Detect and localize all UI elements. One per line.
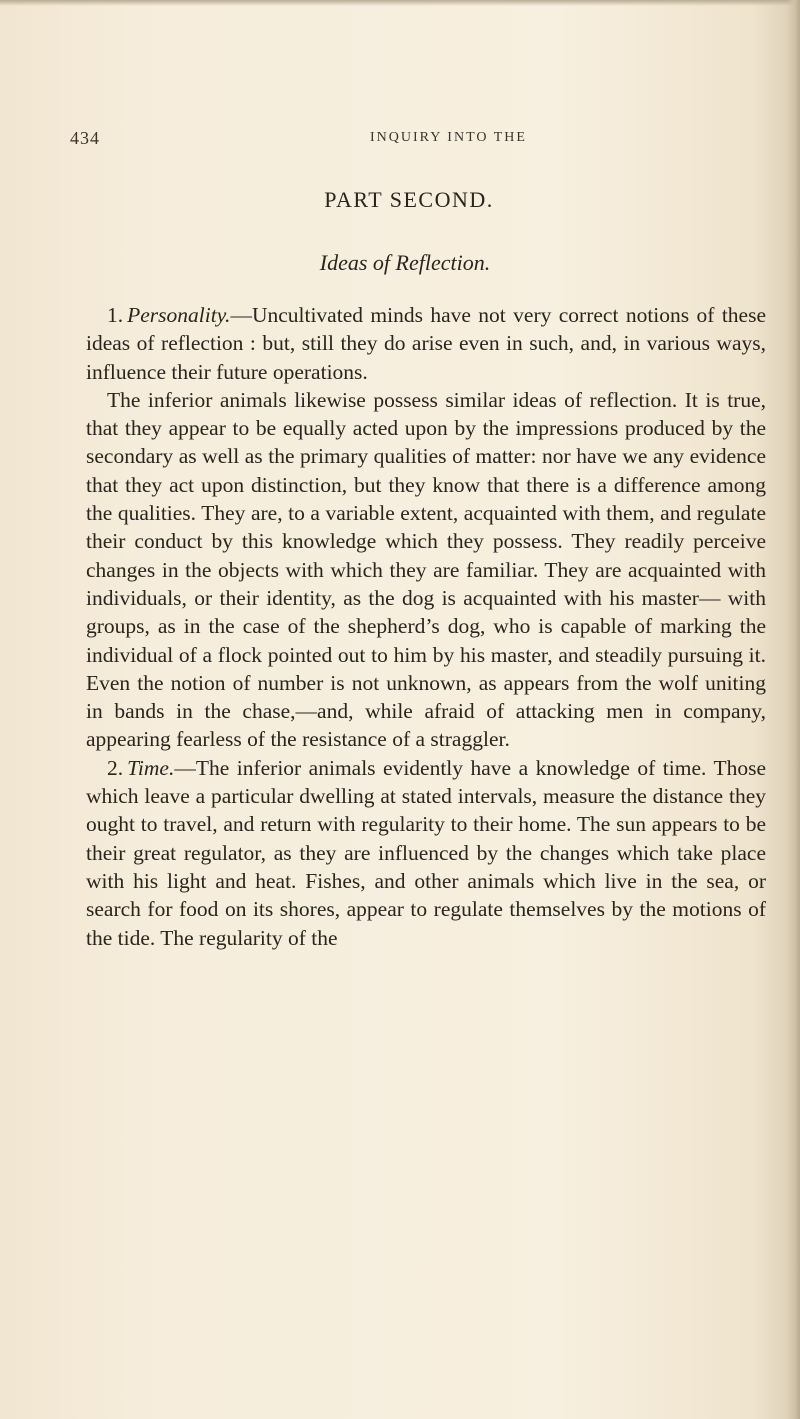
section-heading: Ideas of Reflection. <box>319 250 491 275</box>
paragraph-term: Time. <box>127 755 175 780</box>
paragraph-text: —The inferior animals evidently have a knowledge of time. Those which leave a particular dwelling at stated intervals, measure the distance they ought to travel, and return with regularity to their home. The sun appears to be their great regulator, as they are influenced by the changes which take place with his light and heat. Fishes, and other animals which live in the sea, or search for food on its shores, appear to regulate themselves by the motions of the tide. The regularity of the <box>86 755 766 950</box>
page-number: 434 <box>70 128 100 148</box>
part-heading: PART SECOND. <box>324 187 494 212</box>
paragraph-term: Personality. <box>127 303 231 327</box>
paragraph-time <box>86 754 766 952</box>
running-head-title: INQUIRY INTO THE <box>370 130 527 145</box>
paragraph-inferior-animals <box>86 386 766 754</box>
paragraph-number: 1. <box>107 303 124 327</box>
page-top-edge <box>0 0 800 6</box>
running-head <box>70 128 760 150</box>
paragraph-personality <box>86 301 766 386</box>
paragraph-text: —Uncultivated minds have not very correct notions of these ideas of reflection : but, still they do arise even in such, and, in various ways, influence their future operations. <box>86 303 766 384</box>
paragraph-text: The inferior animals likewise possess similar ideas of reflection. It is true, that they appear to be equally acted upon by the impressions produced by the secondary as well as the primary qualities of matter: nor have we any evidence that they act upon distinction, but they know that there is a difference among the qualities. They are, to a variable extent, acquainted with them, and regulate their conduct by this knowledge which they possess. They readily perceive changes in the objects with which they are familiar. They are acquainted with individuals, or their identity, as the dog is acquainted with his master— with groups, as in the case of the shepherd’s dog, who is capable of marking the individual of a flock pointed out to him by his master, and steadily pursuing it. Even the notion of number is not unknown, as appears from the wolf uniting in bands in the chase,—and, while afraid of attacking men in company, appearing fearless of the resistance of a straggler. <box>86 387 766 752</box>
paragraph-number: 2. <box>107 755 124 780</box>
body-text <box>86 301 766 952</box>
